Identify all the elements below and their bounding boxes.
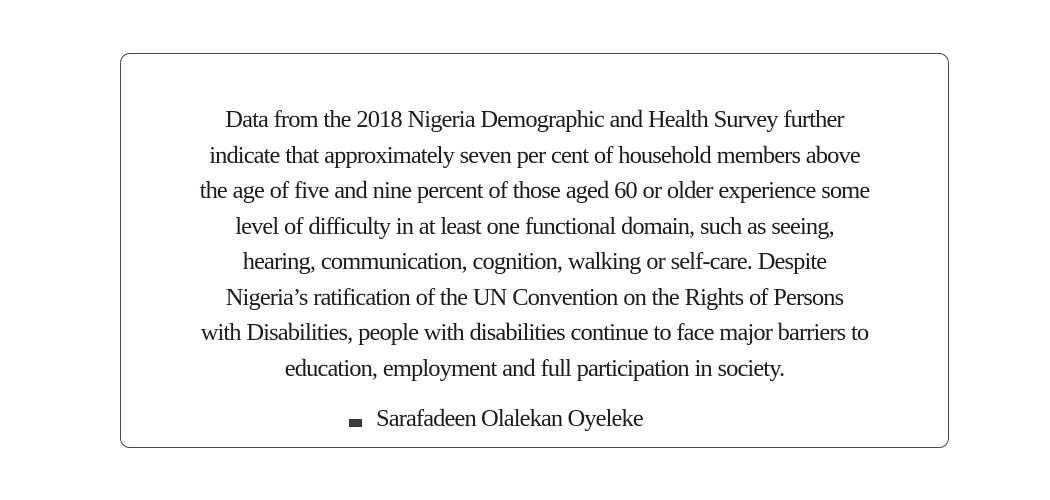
author-name: Sarafadeen Olalekan Oyeleke [376, 405, 643, 432]
attribution-dash-icon [349, 419, 362, 427]
quote-line: the age of five and nine percent of those aged 60 or older experience some [199, 177, 870, 204]
quote-text [161, 102, 908, 386]
quote-line: with Disabilities, people with disabilities continue to face major barriers to [200, 319, 869, 346]
attribution [349, 405, 643, 433]
quote-line: education, employment and full participation in society. [284, 354, 785, 382]
quote-line: Data from the 2018 Nigeria Demographic and Health Survey further [225, 106, 844, 133]
quote-line: indicate that approximately seven per cent of household members above [209, 141, 860, 169]
quote-line: level of difficulty in at least one functional domain, such as seeing, [235, 212, 834, 240]
quote-line: Nigeria’s ratification of the UN Convention on the Rights of Persons [225, 283, 844, 311]
quote-box [120, 53, 949, 448]
quote-line: hearing, communication, cognition, walking or self-care. Despite [242, 248, 827, 275]
